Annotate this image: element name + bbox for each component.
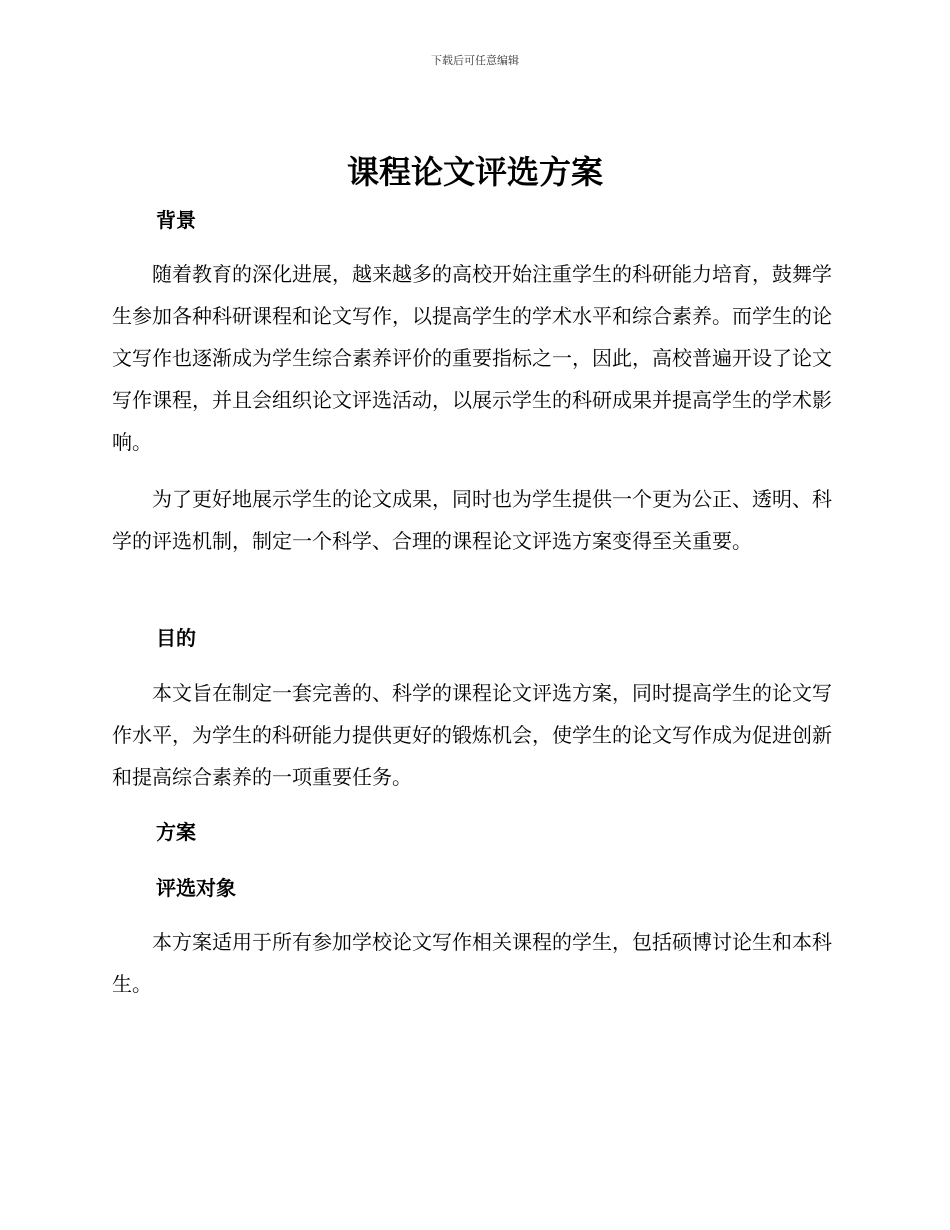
paragraph-target: 本方案适用于所有参加学校论文写作相关课程的学生，包括硕博讨论生和本科生。 (112, 930, 832, 996)
section-heading-background: 背景 (156, 208, 196, 232)
paragraph-background-1: 随着教育的深化进展，越来越多的高校开始注重学生的科研能力培育，鼓舞学生参加各种科研课程和论文写作，以提高学生的学术水平和综合素养。而学生的论文写作也逐渐成为学生综合素养评价的重要指标之一，因此，高校普遍开设了论文写作课程，并且会组织论文评选活动，以展示学生的科研成果并提高学生的学术影响。 (112, 262, 832, 454)
section-heading-plan: 方案 (156, 820, 196, 844)
document-title: 课程论文评选方案 (346, 153, 603, 191)
paragraph-background-2: 为了更好地展示学生的论文成果，同时也为学生提供一个更为公正、透明、科学的评选机制，制定一个科学、合理的课程论文评选方案变得至关重要。 (112, 487, 832, 553)
paragraph-purpose: 本文旨在制定一套完善的、科学的课程论文评选方案，同时提高学生的论文写作水平，为学生的科研能力提供更好的锻炼机会，使学生的论文写作成为促进创新和提高综合素养的一项重要任务。 (112, 681, 832, 789)
header-note: 下载后可任意编辑 (431, 54, 519, 67)
section-heading-purpose: 目的 (156, 626, 196, 650)
subsection-heading-target: 评选对象 (156, 876, 236, 900)
